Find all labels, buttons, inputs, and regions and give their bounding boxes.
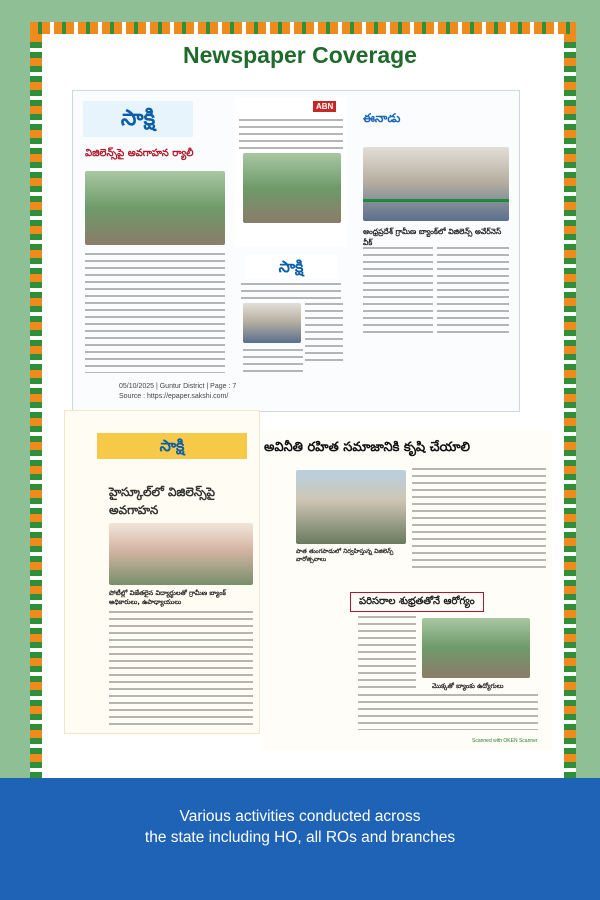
scanner-tag: Scanned with OKEN Scanner bbox=[472, 738, 538, 744]
clipping-bottom-right bbox=[262, 430, 552, 750]
corruption-article-text bbox=[412, 468, 546, 568]
school-article-text bbox=[109, 611, 253, 727]
vigilance-week-photo bbox=[296, 470, 406, 544]
footer-line-2: the state including HO, all ROs and branches bbox=[144, 829, 456, 846]
sakshi-headline: విజిలెన్స్‌పై అవగాహన ర్యాలీ bbox=[85, 148, 194, 159]
mid-photo bbox=[243, 303, 301, 343]
sakshi-masthead-2: సాక్షి bbox=[97, 433, 247, 459]
decorative-border-top bbox=[30, 22, 576, 34]
rally-photo bbox=[85, 171, 225, 245]
school-headline-2: అవగాహన bbox=[109, 503, 159, 517]
cleanliness-headline: పరిసరాల శుభ్రతతోనే ఆరోగ్యం bbox=[350, 592, 484, 612]
ribbon-cutting-photo bbox=[363, 147, 509, 221]
vigilance-photo-caption: పాత తుంగపాడులో నిర్వహిస్తున్న విజిలెన్స్ వారోత్సవాలు bbox=[296, 548, 394, 563]
students-caption: పోటీల్లో విజేతలైన విద్యార్థులతో గ్రామీణ బ్యాంక్ అధికారులు, ఉపాధ్యాయులు bbox=[109, 589, 226, 606]
decorative-border-right bbox=[564, 34, 576, 778]
abn-photo bbox=[243, 153, 341, 223]
right-headline: ఆంధ్రప్రదేశ్ గ్రామీణ బ్యాంక్‌లో విజిలెన్స్ అవేర్‌నెస్ వీక్ bbox=[363, 227, 502, 247]
clipping-bottom-left bbox=[64, 410, 260, 734]
plantation-caption: మొక్కతో బ్యాంకు ఉద్యోగులు bbox=[432, 682, 504, 690]
school-headline-1: హైస్కూల్‌లో విజిలెన్స్‌పై bbox=[109, 485, 216, 499]
plantation-photo bbox=[422, 618, 530, 678]
sakshi-source-date: 05/10/2025 | Guntur District | Page : 7 bbox=[119, 383, 237, 390]
students-photo bbox=[109, 523, 253, 585]
footer-caption bbox=[0, 806, 600, 848]
clipping-top bbox=[72, 90, 520, 412]
corruption-headline: అవినీతి రహిత సమాజానికి కృషి చేయాలి bbox=[264, 440, 471, 455]
decorative-border-left bbox=[30, 34, 42, 778]
page-title: Newspaper Coverage bbox=[183, 42, 417, 68]
green-ribbon bbox=[363, 199, 509, 202]
article-text bbox=[85, 253, 225, 373]
abn-logo: ABN bbox=[313, 101, 336, 112]
mid-sakshi-masthead: సాక్షి bbox=[245, 255, 337, 279]
footer-line-1: Various activities conducted across bbox=[179, 808, 421, 825]
sakshi-masthead: సాక్షి bbox=[83, 101, 193, 137]
sakshi-source-url: Source : https://epaper.sakshi.com/ bbox=[119, 393, 229, 400]
abn-clipping bbox=[235, 97, 347, 247]
eenadu-masthead: ఈనాడు bbox=[363, 111, 401, 125]
